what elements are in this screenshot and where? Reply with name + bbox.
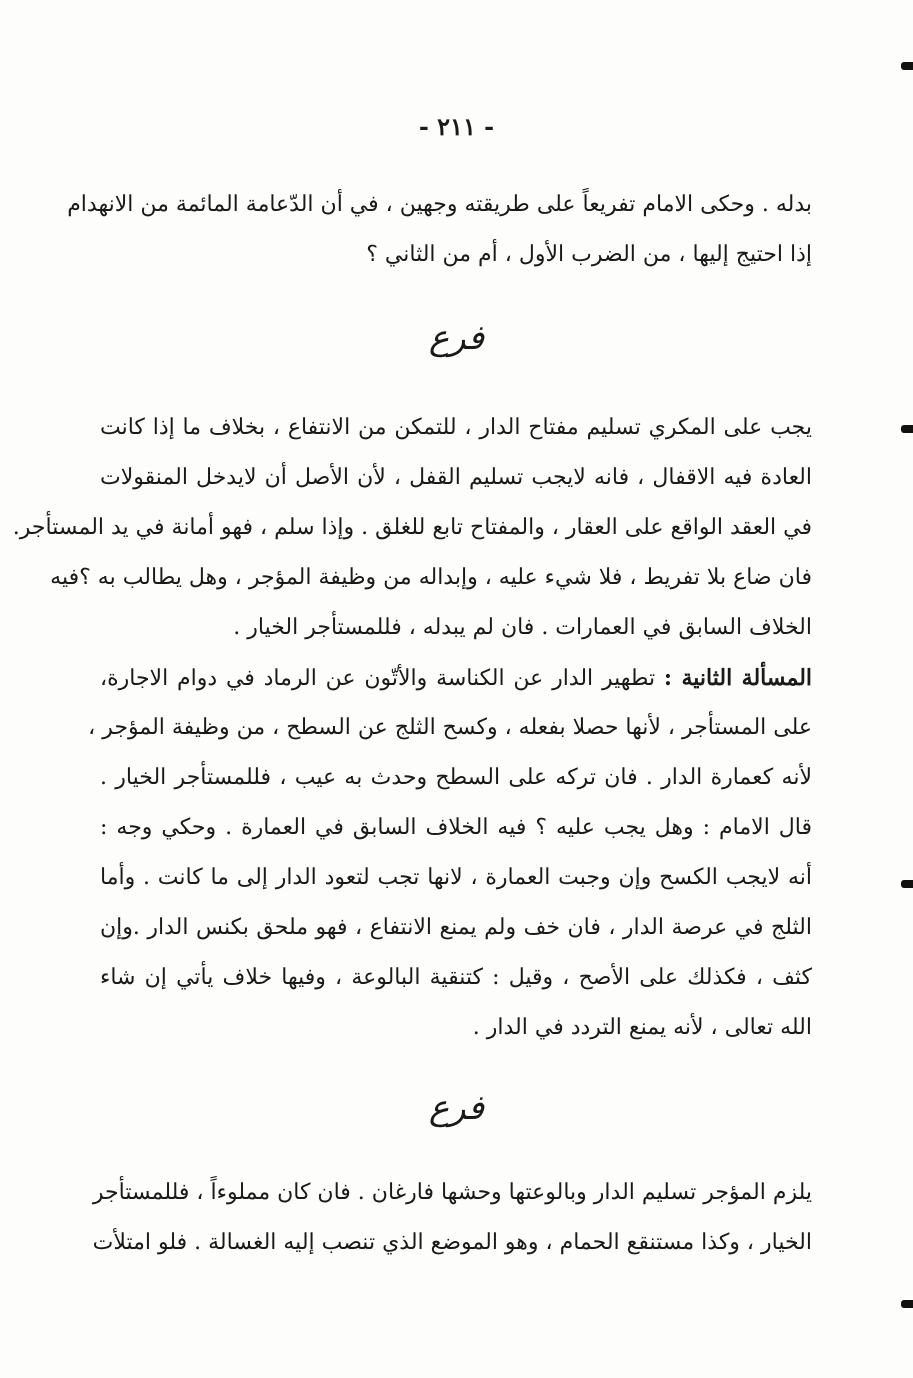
intro-paragraph <box>67 180 812 280</box>
text-line: في العقد الواقع على العقار ، والمفتاح تابع للغلق . وإذا سلم ، فهو أمانة في يد المستأجر. <box>12 515 812 540</box>
text-line: قال الامام : وهل يجب عليه ؟ فيه الخلاف السابق في العمارة . وحكي وجه : <box>100 815 812 840</box>
scan-edge-mark <box>901 1300 913 1308</box>
section-1-paragraph <box>12 403 812 653</box>
section-2-paragraph <box>88 653 813 1053</box>
issue-text: تطهير الدار عن الكناسة والأتّون عن الرماد في دوام الاجارة، <box>100 666 656 691</box>
text-line: كثف ، فكذلك على الأصح ، وقيل : كتنقية البالوعة ، وفيها خلاف يأتي إن شاء <box>100 965 812 990</box>
text-line: الثلج في عرصة الدار ، فان خف ولم يمنع الانتفاع ، فهو ملحق بكنس الدار .وإن <box>100 915 812 940</box>
text-line: لأنه كعمارة الدار . فان تركه على السطح وحدث به عيب ، فللمستأجر الخيار . <box>100 765 812 790</box>
issue-label: المسألة الثانية : <box>663 665 813 691</box>
text-line: أنه لايجب الكسح وإن وجبت العمارة ، لانها تجب لتعود الدار إلى ما كانت . وأما <box>100 865 812 890</box>
text-line: فان ضاع بلا تفريط ، فلا شيء عليه ، وإبداله من وظيفة المؤجر ، وهل يطالب به ؟فيه <box>50 565 812 590</box>
text-line: إذا احتيج إليها ، من الضرب الأول ، أم من الثاني ؟ <box>366 242 812 267</box>
text-line: يلزم المؤجر تسليم الدار وبالوعتها وحشها فارغان . فان كان مملوءاً ، فللمستأجر <box>92 1180 812 1205</box>
text-line: العادة فيه الاقفال ، فانه لايجب تسليم القفل ، لأن الأصل أن لايدخل المنقولات <box>100 465 812 490</box>
page-number: - ٢١١ - <box>418 112 495 141</box>
text-line: يجب على المكري تسليم مفتاح الدار ، للتمكن من الانتفاع ، بخلاف ما إذا كانت <box>100 415 812 440</box>
section-3-paragraph <box>92 1168 812 1268</box>
scan-edge-mark <box>901 880 913 888</box>
text-line: الخيار ، وكذا مستنقع الحمام ، وهو الموضع الذي تنصب إليه الغسالة . فلو امتلأت <box>92 1230 812 1255</box>
text-line <box>100 653 812 703</box>
text-line: الله تعالى ، لأنه يمنع التردد في الدار . <box>472 1015 812 1040</box>
section-heading: فرع <box>428 318 485 358</box>
section-heading: فرع <box>428 1088 485 1128</box>
scan-edge-mark <box>901 425 913 433</box>
text-line: على المستأجر ، لأنها حصلا بفعله ، وكسح الثلج عن السطح ، من وظيفة المؤجر ، <box>88 715 812 740</box>
scan-edge-mark <box>901 62 913 70</box>
text-line: بدله . وحكى الامام تفريعاً على طريقته وجهين ، في أن الدّعامة المائمة من الانهدام <box>67 192 812 217</box>
text-line: الخلاف السابق في العمارات . فان لم يبدله ، فللمستأجر الخيار . <box>233 615 812 640</box>
